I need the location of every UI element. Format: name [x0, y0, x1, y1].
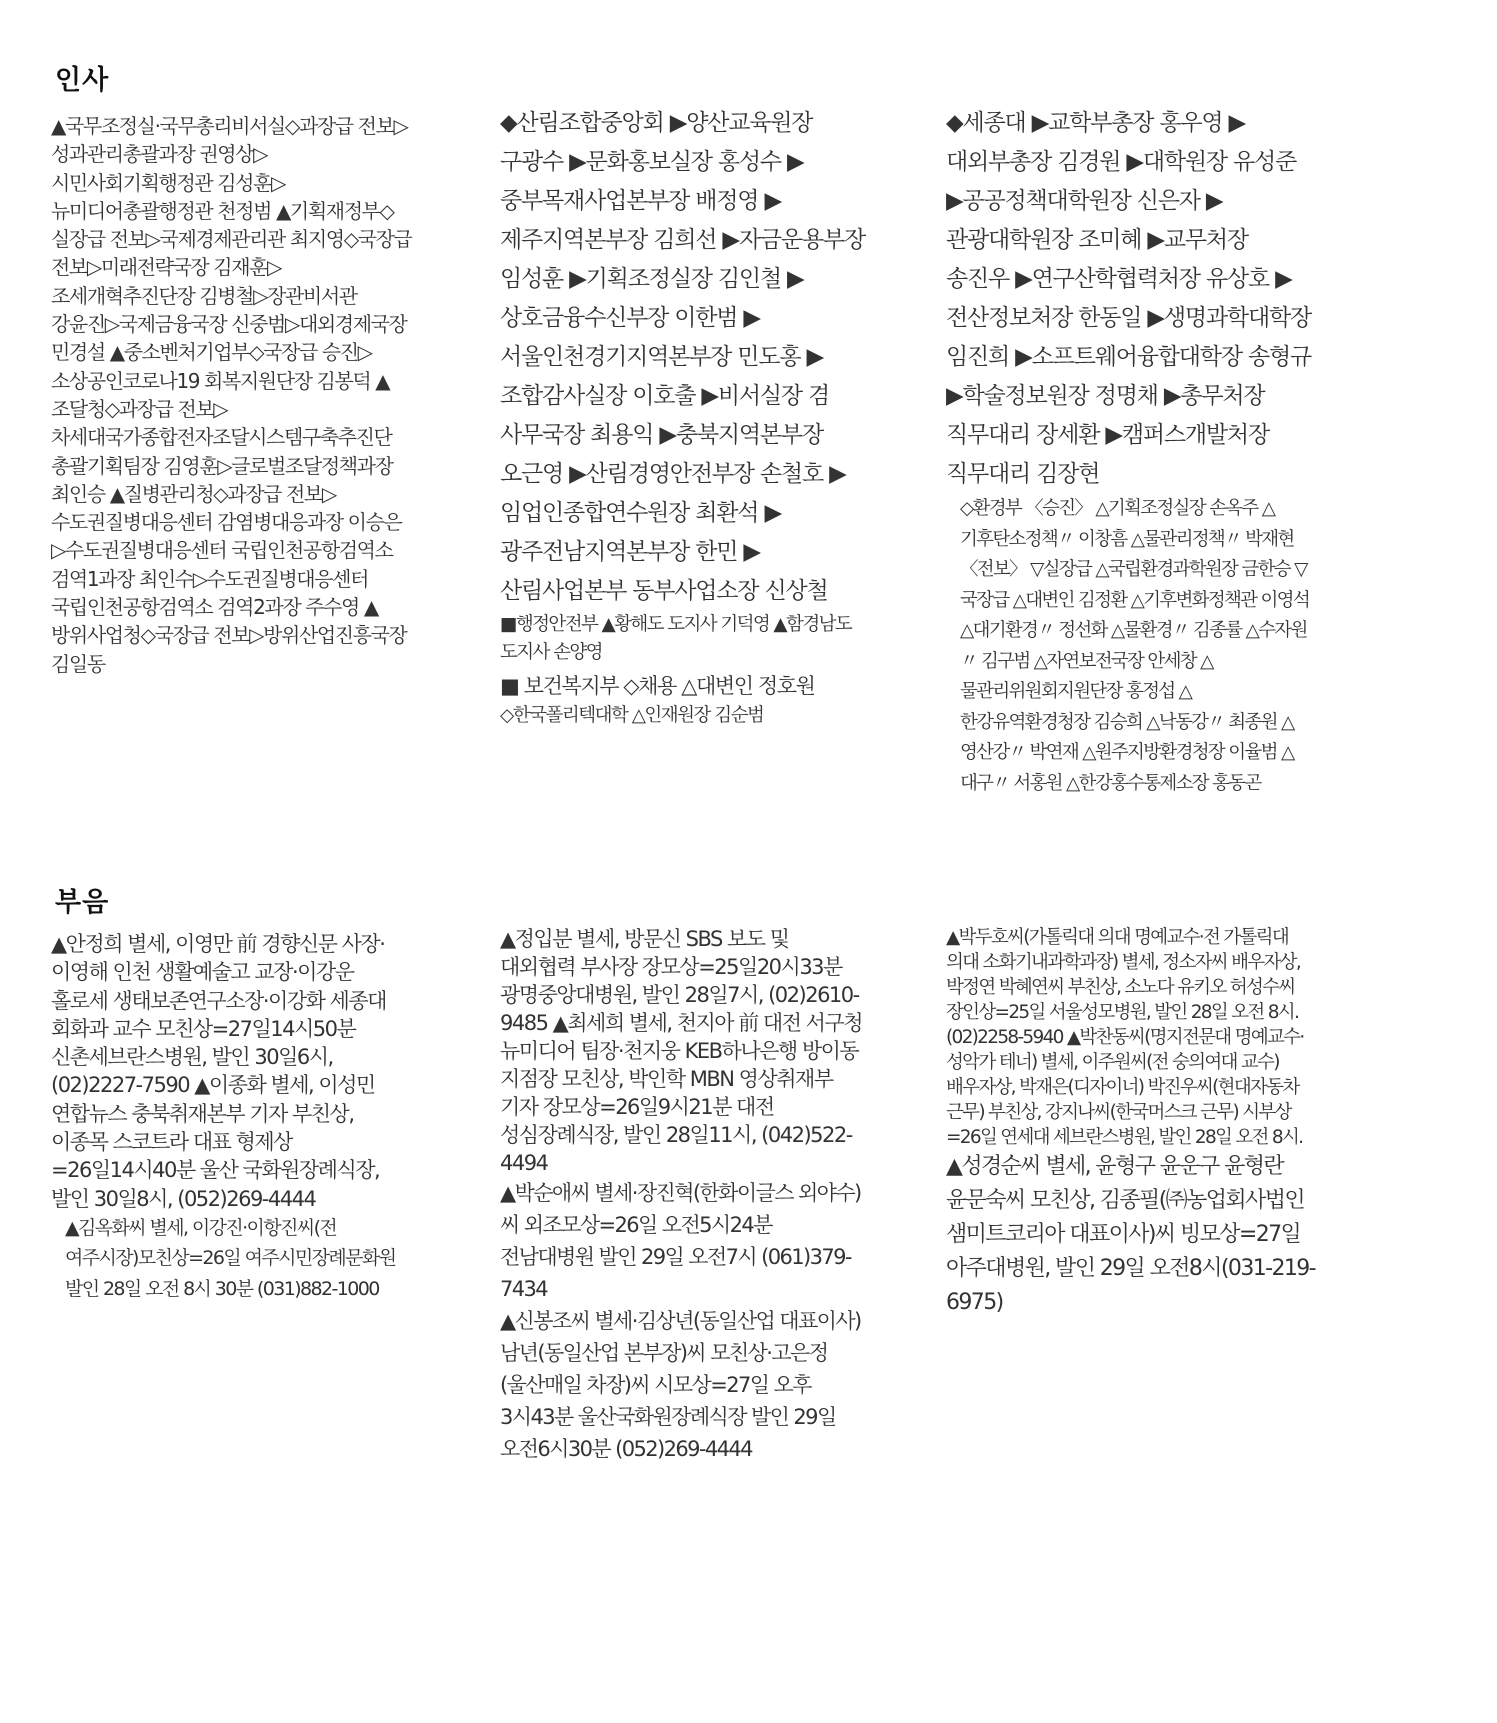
insa-column-3 [946, 104, 1316, 799]
bueum-column-1 [51, 930, 413, 1304]
bueum-column-2 [500, 925, 865, 1465]
insa-environment-block: ◇환경부 〈승진〉 △기획조정실장 손옥주 △기후탄소정책〃 이창흠 △물관리정책〃 박재현 〈전보〉 ▽실장급 △국립환경과학원장 금한승 ▽국장급 △대변인 김정환 △기후변화정책관 이영석 △대기환경〃 정선화 △물환경〃 김종률 △수자원〃 김구범 △자연보전국장 안세창 △물관리위원회지원단장 홍정섭 △한강유역환경청장 김승희 △낙동강〃 최종원 △영산강〃 박연재 △원주지방환경청장 이율범 △대구〃 서홍원 △한강홍수통제소장 홍동곤 [960, 498, 1310, 794]
insa-mois-block: ■행정안전부 ▲황해도 도지사 기덕영 ▲함경남도 도지사 손양영 [500, 614, 852, 663]
bueum-obituary-1: ▲안정희 별세, 이영만 前 경향신문 사장·이영해 인천 생활예술고 교장·이강운 홀로세 생태보존연구소장·이강화 세종대 회화과 교수 모친상=27일14시50분 신촌세브란스병원, 발인 30일6시, (02)2227-7590 ▲이종화 별세, 이성민 연합뉴스 충북취재본부 기자 부친상, 이종목 스코트라 대표 형제상=26일14시40분 울산 국화원장례식장, 발인 30일8시, (052)269-4444 [51, 932, 386, 1211]
insa-column-2 [500, 104, 870, 730]
bueum-obituary-4: ▲박순애씨 별세·장진혁(한화이글스 외야수)씨 외조모상=26일 오전5시24분 전남대병원 발인 29일 오전7시 (061)379-7434 [500, 1181, 861, 1301]
bueum-obituary-2: ▲김옥화씨 별세, 이강진·이항진씨(전 여주시장)모친상=26일 여주시민장례문화원 발인 28일 오전 8시 30분 (031)882-1000 [65, 1216, 396, 1300]
insa-sanlim-block: ◆산림조합중앙회 ▶양산교육원장 구광수 ▶문화홍보실장 홍성수 ▶중부목재사업본부장 배정영 ▶제주지역본부장 김희선 ▶자금운용부장 임성훈 ▶기획조정실장 김인철 ▶상호금융수신부장 이한범 ▶서울인천경기지역본부장 민도홍 ▶조합감사실장 이호출 ▶비서실장 겸 사무국장 최용익 ▶충북지역본부장 오근영 ▶산림경영안전부장 손철호 ▶임업인종합연수원장 최환석 ▶광주전남지역본부장 한민 ▶산림사업본부 동부사업소장 신상철 [500, 110, 865, 604]
bueum-obituary-6: ▲박두호씨(가톨릭대 의대 명예교수·전 가톨릭대 의대 소화기내과학과장) 별세, 정소자씨 배우자상, 박정연 박혜연씨 부친상, 소노다 유키오 허성수씨 장인상=25일 서울성모병원, 발인 28일 오전 8시. (02)2258-5940 ▲박찬동씨(명지전문대 명예교수·성악가 테너) 별세, 이주원씨(전 숭의여대 교수) 배우자상, 박재은(디자이너) 박진우씨(현대자동차 근무) 부친상, 강지나씨(한국머스크 근무) 시부상=26일 연세대 세브란스병원, 발인 28일 오전 8시. [946, 927, 1304, 1148]
section-title-bueum: 부음 [55, 887, 110, 918]
bueum-obituary-5: ▲신봉조씨 별세·김상년(동일산업 대표이사) 남년(동일산업 본부장)씨 모친상·고은정(울산매일 차장)씨 시모상=27일 오후 3시43분 울산국화원장례식장 발인 29일 오전6시30분 (052)269-4444 [500, 1309, 861, 1461]
bueum-column-3 [946, 925, 1316, 1320]
bueum-obituary-7: ▲성경순씨 별세, 윤형구 윤운구 윤형란 윤문숙씨 모친상, 김종필(㈜농업회사법인 샘미트코리아 대표이사)씨 빙모상=27일 아주대병원, 발인 29일 오전8시(031-219-6975) [946, 1154, 1315, 1315]
insa-polytech-block: ◇한국폴리텍대학 △인재원장 김순범 [500, 705, 764, 726]
insa-sejong-block: ◆세종대 ▶교학부총장 홍우영 ▶대외부총장 김경원 ▶대학원장 유성준 ▶공공정책대학원장 신은자 ▶관광대학원장 조미혜 ▶교무처장 송진우 ▶연구산학협력처장 유상호 ▶전산정보처장 한동일 ▶생명과학대학장 임진희 ▶소프트웨어융합대학장 송형규 ▶학술정보원장 정명채 ▶총무처장 직무대리 장세환 ▶캠퍼스개발처장 직무대리 김장현 [946, 110, 1311, 487]
insa-mohw-block: ■ 보건복지부 ◇채용 △대변인 정호원 [500, 674, 815, 698]
bueum-obituary-3: ▲정입분 별세, 방문신 SBS 보도 및 대외협력 부사장 장모상=25일20시33분 광명중앙대병원, 발인 28일7시, (02)2610-9485 ▲최세희 별세, 천지아 前 대전 서구청 뉴미디어 팀장·천지웅 KEB하나은행 방이동 지점장 모친상, 박인학 MBN 영상취재부 기자 장모상=26일9시21분 대전 성심장례식장, 발인 28일11시, (042)522-4494 [500, 927, 863, 1175]
section-title-insa: 인사 [55, 65, 110, 96]
insa-column-1: ▲국무조정실·국무총리비서실◇과장급 전보▷성과관리총괄과장 권영상▷시민사회기획행정관 김성훈▷뉴미디어총괄행정관 천정범 ▲기획재정부◇실장급 전보▷국제경제관리관 최지영◇국장급 전보▷미래전략국장 김재훈▷조세개혁추진단장 김병철▷장관비서관 강윤진▷국제금융국장 신중범▷대외경제국장 민경설 ▲중소벤처기업부◇국장급 승진▷소상공인코로나19 회복지원단장 김봉덕 ▲조달청◇과장급 전보▷차세대국가종합전자조달시스템구축추진단 총괄기획팀장 김영훈▷글로벌조달정책과장 최인승 ▲질병관리청◇과장급 전보▷수도권질병대응센터 감염병대응과장 이승은▷수도권질병대응센터 국립인천공항검역소 검역1과장 최인수▷수도권질병대응센터 국립인천공항검역소 검역2과장 주수영 ▲방위사업청◇국장급 전보▷방위산업진흥국장 김일동 [51, 114, 412, 676]
